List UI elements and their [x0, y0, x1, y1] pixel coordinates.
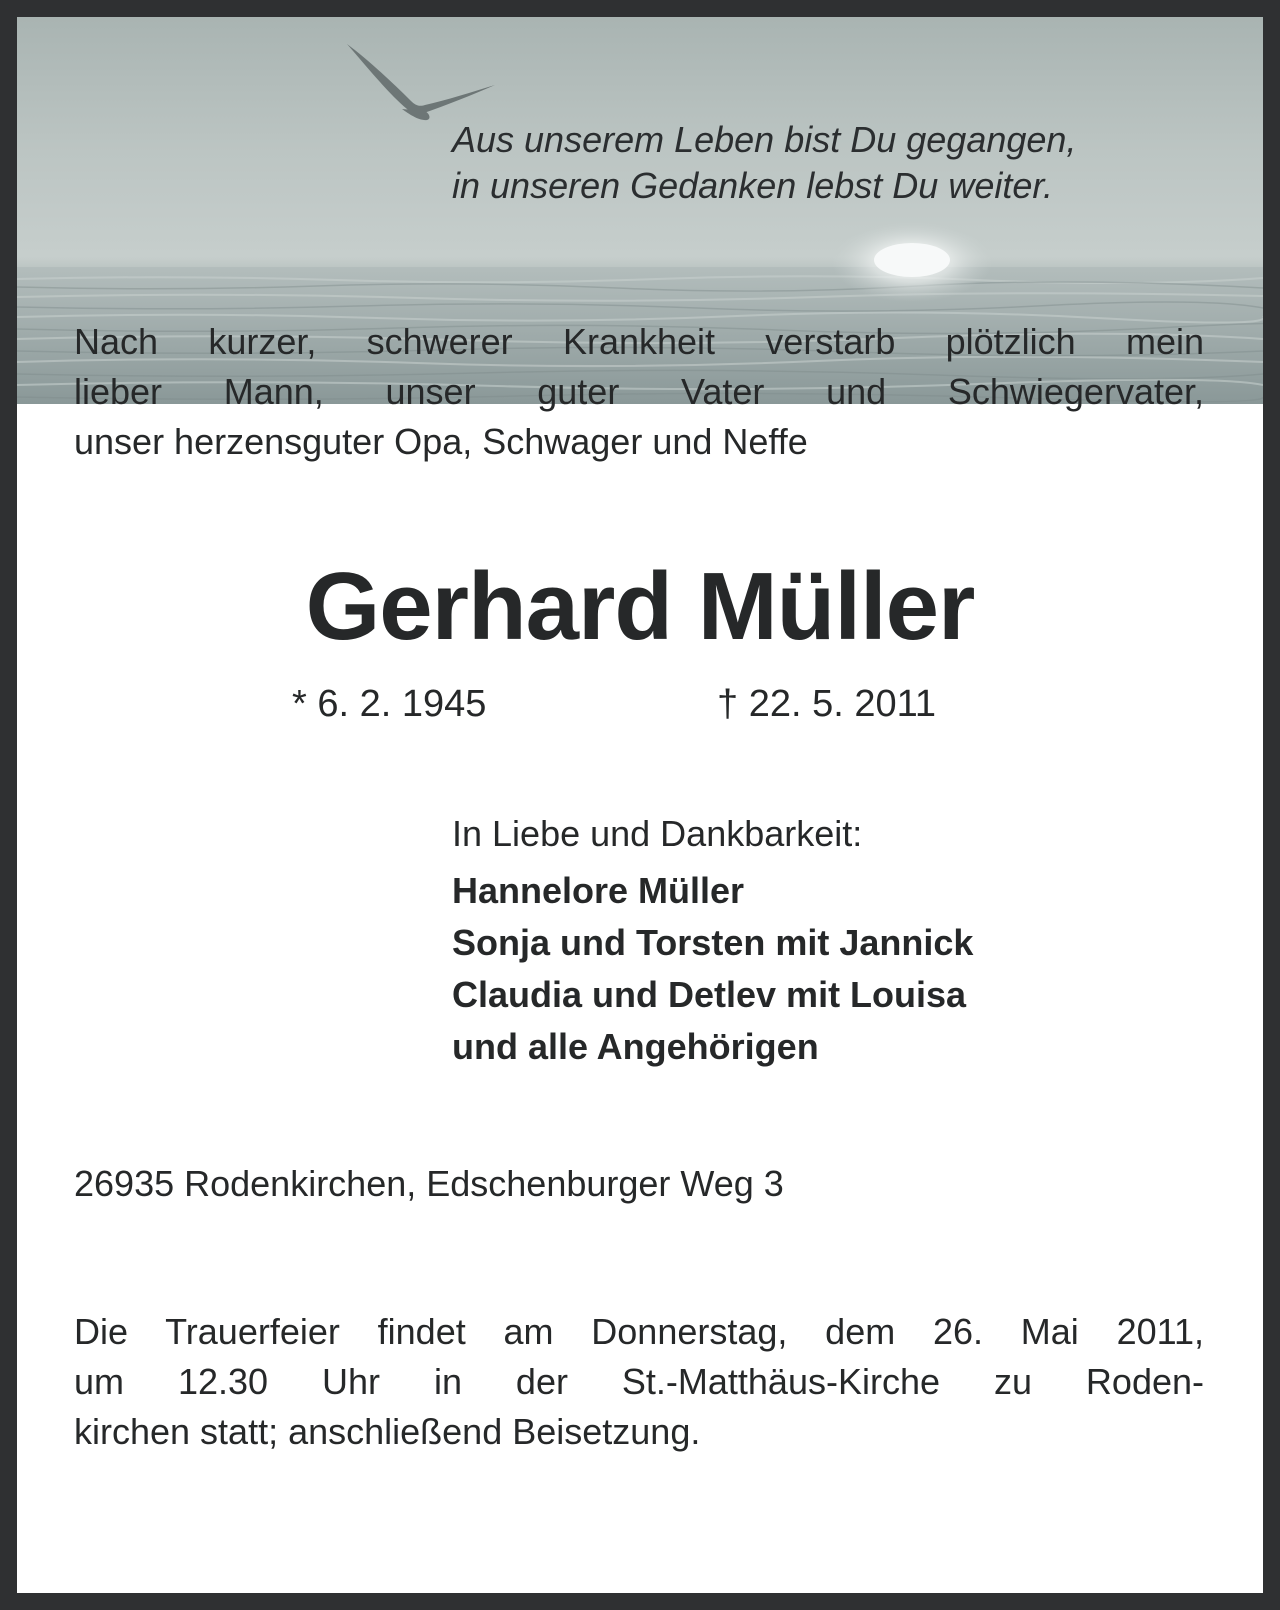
motto-line-2: in unseren Gedanken lebst Du weiter. — [452, 165, 1054, 206]
ceremony-line-3: kirchen statt; anschließend Beisetzung. — [74, 1411, 701, 1452]
ceremony-line-2: um 12.30 Uhr in der St.-Matthäus-Kirche zu Roden- — [74, 1361, 1204, 1402]
birth-date: * 6. 2. 1945 — [292, 683, 487, 725]
mourner-name: Hannelore Müller — [452, 870, 745, 911]
deceased-name: Gerhard Müller — [305, 553, 975, 660]
motto-line-1: Aus unserem Leben bist Du gegangen, — [452, 119, 1077, 160]
death-date: † 22. 5. 2011 — [717, 683, 937, 725]
funeral-ceremony-info — [74, 1307, 1204, 1457]
mourners-block — [452, 807, 973, 1073]
mourner-name: Sonja und Torsten mit Jannick — [452, 922, 974, 963]
obituary-notice — [17, 17, 1263, 1593]
mourners-list — [452, 865, 973, 1073]
ceremony-line-1: Die Trauerfeier findet am Donnerstag, dem 26. Mai 2011, — [74, 1311, 1204, 1352]
mourners-intro: In Liebe und Dankbarkeit: — [452, 813, 863, 854]
mourner-name: Claudia und Detlev mit Louisa — [452, 974, 967, 1015]
intro-line-2: lieber Mann, unser guter Vater und Schwiegervater, — [74, 371, 1204, 412]
intro-line-1: Nach kurzer, schwerer Krankheit verstarb plötzlich mein — [74, 321, 1204, 362]
mourner-name: und alle Angehörigen — [452, 1026, 819, 1067]
address: 26935 Rodenkirchen, Edschenburger Weg 3 — [74, 1163, 784, 1204]
motto — [452, 117, 1076, 209]
intro-line-3: unser herzensguter Opa, Schwager und Neffe — [74, 421, 808, 462]
death-announcement-intro — [74, 317, 1204, 467]
